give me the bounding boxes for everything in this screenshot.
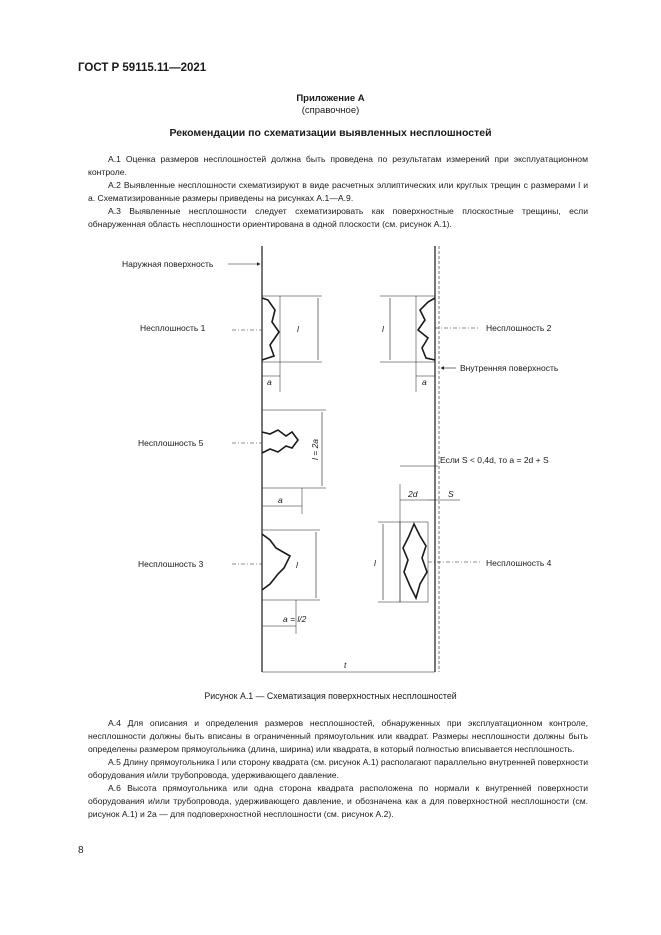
figure-caption: Рисунок А.1 — Схематизация поверхностных несплошностей [204,691,457,701]
outer-surface-label: Наружная поверхность [122,259,214,269]
flaw4-label: Несплошность 4 [486,558,552,568]
inner-surface-label: Внутренняя поверхность [460,363,559,373]
flaw2-dim-a: a [422,377,427,387]
flaw5-shape [262,430,298,453]
flaw1-dim-a: a [267,377,272,387]
paragraphs-bottom [88,717,588,821]
flaw5-dim-a: a [278,495,283,505]
flaw3-dim-al2: a = l/2 [283,614,307,624]
page-number: 8 [78,845,84,856]
paragraph-a1: А.1 Оценка размеров несплошностей должна быть проведена по результатам измерений при эксплуатационном контроле. [88,154,588,177]
flaw1-label: Несплошность 1 [140,323,206,333]
flaw2-dim-l: l [382,324,384,334]
paragraph-a2: А.2 Выявленные несплошности схематизируют в виде расчетных эллиптических или круглых трещин с размерами l и a. Схематизированные размеры приведены на рисунках А.1—А.9. [88,180,588,203]
paragraph-a6: А.6 Высота прямоугольника или одна сторона квадрата расположена по нормали к внутренней поверхности оборудования и/или трубопровода, удерживающего давление, и обозначена как a для поверхностной несплошности (см. рисунок А.1) и 2a — для подповерхностной несплошности (см. рисунок А.2). [88,783,588,819]
appendix-title: Приложение А [296,93,365,104]
flaw3-dim-l: l [296,560,298,570]
flaw1-dim-l: l [297,324,299,334]
flaw4-shape [403,524,427,598]
condition-label: Если S < 0,4d, то a = 2d + S [440,455,549,465]
section-title: Рекомендации по схематизации выявленных несплошностей [169,127,492,139]
flaw5-label: Несплошность 5 [138,438,204,448]
flaw2-label: Несплошность 2 [486,323,552,333]
flaw1-shape [262,298,279,360]
flaw3-label: Несплошность 3 [138,559,204,569]
paragraph-a4: А.4 Для описания и определения размеров несплошностей, обнаруженных при эксплуатационном контроле, несплошности должны быть вписаны в ограниченный прямоугольник или квадрат. Размеры несплошности должны быть определены размером прямоугольника (длина, ширина) или квадрата, в который полностью вписывается несплошность. [88,718,588,754]
flaw2-shape [418,298,435,360]
flaw4-dim-l: l [374,558,376,568]
flaw5-dim-l2a: l = 2a [310,438,320,460]
appendix-subtitle: (справочное) [301,105,360,116]
paragraph-a3: А.3 Выявленные несплошности следует схематизировать как поверхностные плоскостные трещины, если обнаруженная область несплошности ориентирована в одной плоскости (см. рисунок А.1). [88,206,588,229]
flaw4-dim-s: S [448,489,454,499]
flaw4-dim-2d: 2d [408,489,418,499]
flaw3-shape [262,534,290,590]
thickness-dim-t: t [344,660,347,670]
standard-header: ГОСТ Р 59115.11—2021 [78,62,207,74]
paragraph-a5: А.5 Длину прямоугольника l или сторону квадрата (см. рисунок А.1) располагают параллельно внутренней поверхности оборудования и/или трубопровода, удерживающего давление. [88,757,588,780]
